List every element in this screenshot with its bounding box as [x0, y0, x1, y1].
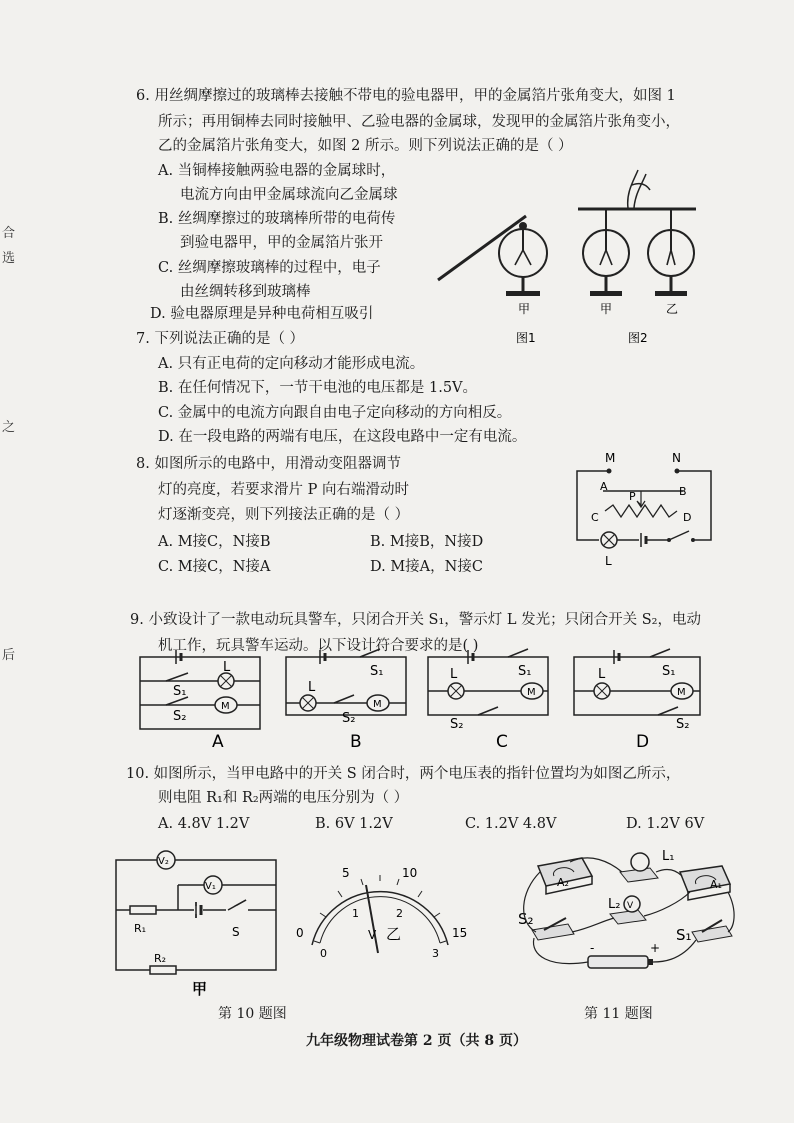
lamp-l-label: L	[605, 554, 612, 568]
q9-circuit-a	[140, 650, 260, 729]
q9-option-b-label: B	[350, 732, 362, 752]
q6-option-a-cont: 电流方向由甲金属球流向乙金属球	[180, 187, 398, 203]
q7-option-b: B. 在任何情况下，一节干电池的电压都是 1.5V。	[158, 380, 478, 396]
margin-char: 之	[2, 420, 16, 435]
q10-option-c: C. 1.2V 4.8V	[465, 816, 557, 832]
switch-s2-icon	[532, 918, 574, 940]
margin-char: 后	[2, 648, 16, 663]
c-motor-label: M	[527, 687, 536, 698]
a-s2-label: S₂	[173, 709, 187, 724]
hand-icon	[628, 170, 650, 208]
battery-icon	[588, 956, 653, 968]
label-jia-fig2: 甲	[600, 302, 613, 316]
fig11-caption: 第 11 题图	[584, 1006, 653, 1022]
meter-pointer	[366, 885, 378, 953]
d-lamp-label: L	[598, 667, 606, 682]
q9-option-d-label: D	[636, 732, 650, 752]
dial-v-label: V	[368, 928, 377, 942]
q8-option-b: B. M接B，N接D	[370, 534, 484, 550]
terminal-n-label: N	[672, 451, 681, 465]
jia-label: 甲	[192, 980, 208, 998]
glass-rod	[438, 216, 526, 280]
q7-stem: 7. 下列说法正确的是（ ）	[136, 331, 305, 347]
terminal-d-label: D	[683, 511, 692, 524]
terminal-b-label: B	[679, 485, 687, 498]
c-lamp-label: L	[450, 667, 458, 682]
q6-option-c-cont: 由丝绸转移到玻璃棒	[180, 284, 311, 300]
electroscope-jia-fig1	[499, 222, 547, 296]
r2-label: R₂	[154, 952, 167, 965]
switch-icon	[669, 531, 689, 540]
s1-label: S₁	[676, 926, 692, 944]
label-jia-fig1: 甲	[518, 302, 531, 316]
page-footer: 九年级物理试卷第 2 页（共 8 页）	[306, 1033, 527, 1049]
margin-char: 选	[2, 251, 16, 266]
q9-circuit-d	[574, 649, 700, 715]
q9-option-a-label: A	[212, 732, 224, 752]
q9-circuits	[128, 645, 728, 755]
c-s2-label: S₂	[450, 717, 464, 732]
tick-top-0: 0	[296, 926, 304, 940]
bulb-l1-icon	[620, 853, 658, 882]
d-motor-label: M	[677, 687, 686, 698]
q8-stem-line1: 8. 如图所示的电路中，用滑动变阻器调节	[136, 456, 401, 472]
slider-p-icon	[637, 491, 645, 507]
q9-circuit-c	[428, 649, 548, 715]
q9-circuit-b	[286, 649, 406, 715]
q6-stem-line1: 6. 用丝绸摩擦过的玻璃棒去接触不带电的验电器甲，甲的金属箔片张角变大，如图 1	[136, 88, 676, 104]
q6-option-c: C. 丝绸摩擦玻璃棒的过程中，电子	[158, 260, 381, 276]
q8-circuit-figure	[565, 445, 730, 570]
d-s1-label: S₁	[662, 664, 676, 679]
q6-stem-line2: 所示；再用铜棒去同时接触甲、乙验电器的金属球，发现甲的金属箔片张角变小，	[158, 114, 680, 130]
a1-label: A₁	[710, 878, 722, 891]
slider-p-label: P	[629, 490, 636, 503]
r1-label: R₁	[134, 922, 147, 935]
q6-option-a: A. 当铜棒接触两验电器的金属球时，	[158, 163, 396, 179]
q9-stem-line1: 9. 小致设计了一款电动玩具警车，只闭合开关 S₁，警示灯 L 发光；只闭合开关 S₂，电动	[130, 612, 701, 628]
electroscope-yi-fig2	[648, 209, 694, 296]
q9-stem-line2: 机工作，玩具警车运动。以下设计符合要求的是( )	[158, 638, 479, 654]
q6-figure	[428, 150, 718, 350]
v2-label: V₂	[158, 856, 169, 867]
q7-option-d: D. 在一段电路的两端有电压，在这段电路中一定有电流。	[158, 429, 527, 445]
q6-stem-line3: 乙的金属箔片张角变大，如图 2 所示。则下列说法正确的是（ ）	[158, 138, 573, 154]
resistor-r1-icon	[130, 906, 156, 914]
label-fig1: 图1	[516, 331, 536, 345]
q10-option-a: A. 4.8V 1.2V	[158, 816, 250, 832]
tick-bottom-0: 0	[320, 947, 327, 960]
l1-label: L₁	[662, 849, 675, 864]
fig10-caption: 第 10 题图	[218, 1006, 287, 1022]
tick-bottom-3: 3	[432, 947, 439, 960]
label-yi-fig2: 乙	[666, 302, 679, 316]
q6-option-b: B. 丝绸摩擦过的玻璃棒所带的电荷传	[158, 211, 396, 227]
electroscope-jia-fig2	[583, 209, 629, 296]
tick-top-5: 5	[342, 866, 350, 880]
q8-option-d: D. M接A，N接C	[370, 559, 483, 575]
c-s1-label: S₁	[518, 664, 532, 679]
v1-label: V₁	[205, 881, 216, 892]
q8-stem-line2: 灯的亮度，若要求滑片 P 向右端滑动时	[158, 482, 409, 498]
yi-label: 乙	[386, 925, 402, 943]
a-lamp-label: L	[223, 660, 231, 675]
d-s2-label: S₂	[676, 717, 690, 732]
q7-option-c: C. 金属中的电流方向跟自由电子定向移动的方向相反。	[158, 405, 512, 421]
q9-option-c-label: C	[496, 732, 508, 752]
q10-circuit-jia	[108, 840, 288, 1000]
battery-plus-label: +	[650, 941, 661, 955]
a-s1-label: S₁	[173, 684, 187, 699]
q10-voltmeter-dial	[290, 855, 470, 965]
margin-char: 合	[2, 226, 16, 241]
tick-top-15: 15	[452, 926, 468, 940]
q6-option-d: D. 验电器原理是异种电荷相互吸引	[150, 306, 374, 322]
q8-stem-line3: 灯逐渐变亮，则下列接法正确的是（ ）	[158, 507, 410, 523]
q11-physical-circuit	[510, 832, 740, 982]
q10-option-d: D. 1.2V 6V	[626, 816, 705, 832]
tick-top-10: 10	[402, 866, 418, 880]
b-motor-label: M	[373, 699, 382, 710]
q10-stem-line2: 则电阻 R₁和 R₂两端的电压分别为（ ）	[158, 790, 409, 806]
s2-label: S₂	[518, 910, 534, 928]
s-label: S	[232, 925, 240, 939]
l2-label: L₂	[608, 897, 621, 912]
voltmeter-v-label: V	[627, 901, 634, 911]
q7-option-a: A. 只有正电荷的定向移动才能形成电流。	[158, 356, 425, 372]
terminal-m-label: M	[605, 451, 616, 465]
tick-bottom-1: 1	[352, 907, 359, 920]
terminal-a-label: A	[600, 480, 608, 493]
switch-s1-icon	[692, 920, 732, 942]
b-s2-label: S₂	[342, 711, 356, 726]
b-s1-label: S₁	[370, 664, 384, 679]
a2-label: A₂	[557, 876, 569, 889]
battery-minus-label: -	[590, 941, 595, 955]
a-motor-label: M	[221, 701, 230, 712]
resistor-r2-icon	[150, 966, 176, 974]
q8-option-a: A. M接C，N接B	[158, 534, 271, 550]
b-lamp-label: L	[308, 680, 316, 695]
q8-option-c: C. M接C，N接A	[158, 559, 271, 575]
tick-bottom-2: 2	[396, 907, 403, 920]
label-fig2: 图2	[628, 331, 648, 345]
q6-option-b-cont: 到验电器甲，甲的金属箔片张开	[180, 235, 383, 251]
q10-option-b: B. 6V 1.2V	[315, 816, 393, 832]
terminal-c-label: C	[591, 511, 599, 524]
q10-stem-line1: 10. 如图所示，当甲电路中的开关 S 闭合时，两个电压表的指针位置均为如图乙所示，	[126, 766, 681, 782]
